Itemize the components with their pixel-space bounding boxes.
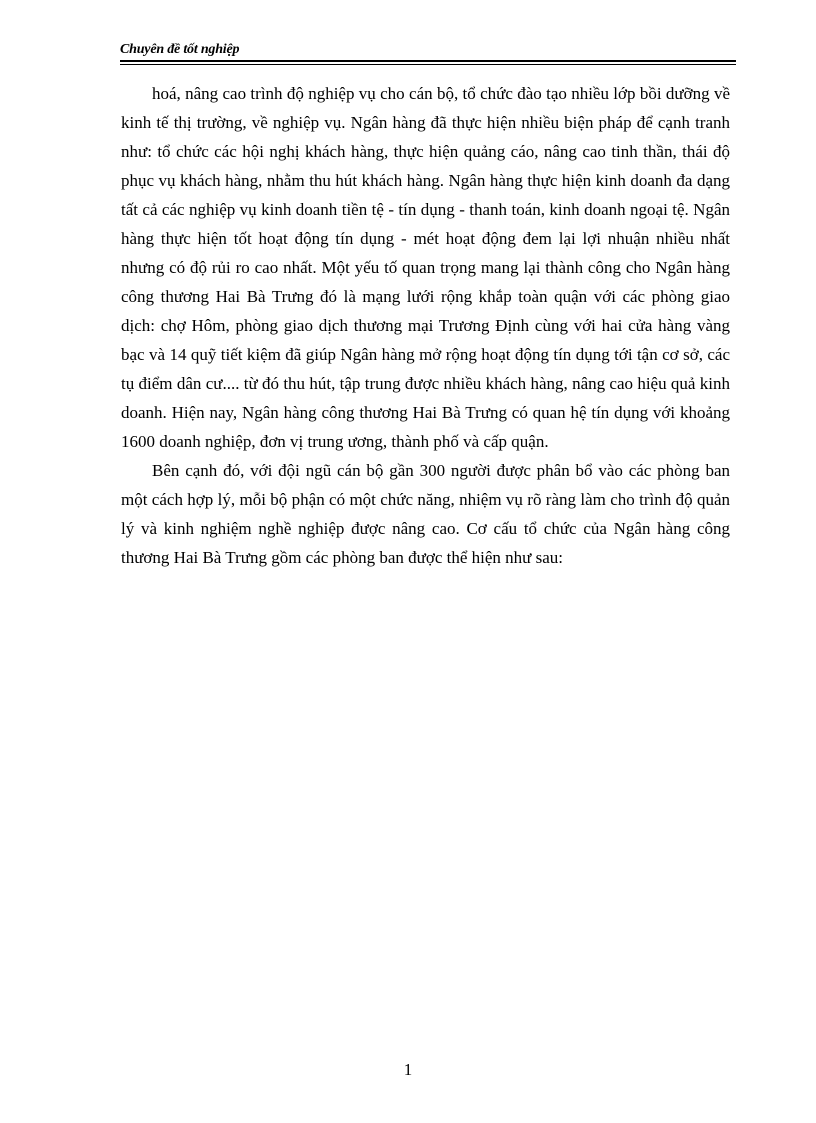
document-body (121, 79, 730, 572)
page-number: 1 (403, 1060, 413, 1079)
header-rule-thin (120, 64, 736, 65)
page-header (120, 40, 736, 64)
body-paragraph-1: hoá, nâng cao trình độ nghiệp vụ cho cán bộ, tổ chức đào tạo nhiều lớp bồi dưỡng về kinh tế thị trường, về nghiệp vụ. Ngân hàng đã thực hiện nhiều biện pháp để cạnh tranh như: tổ chức các hội nghị khách hàng, thực hiện quảng cáo, nâng cao tinh thần, thái độ phục vụ khách hàng, nhằm thu hút khách hàng. Ngân hàng thực hiện kinh doanh đa dạng tất cả các nghiệp vụ kinh doanh tiền tệ - tín dụng - thanh toán, kinh doanh ngoại tệ. Ngân hàng thực hiện tốt hoạt động tín dụng - mét hoạt động đem lại lợi nhuận nhiều nhất nhưng có độ rủi ro cao nhất. Một yếu tố quan trọng mang lại thành công cho Ngân hàng công thương Hai Bà Trưng đó là mạng lưới rộng khắp toàn quận với các phòng giao dịch: chợ Hôm, phòng giao dịch thương mại Trương Định cùng với hai cửa hàng vàng bạc và 14 quỹ tiết kiệm đã giúp Ngân hàng mở rộng hoạt động tín dụng tới tận cơ sở, các tụ điểm dân cư.... từ đó thu hút, tập trung được nhiều khách hàng, nâng cao hiệu quả kinh doanh. Hiện nay, Ngân hàng công thương Hai Bà Trưng có quan hệ tín dụng với khoảng 1600 doanh nghiệp, đơn vị trung ương, thành phố và cấp quận. (121, 84, 730, 451)
header-title: Chuyên đề tốt nghiệp (120, 42, 240, 57)
body-paragraph-2: Bên cạnh đó, với đội ngũ cán bộ gần 300 người được phân bổ vào các phòng ban một cách hợp lý, mỗi bộ phận có một chức năng, nhiệm vụ rõ ràng làm cho trình độ quản lý và kinh nghiệm nghề nghiệp được nâng cao. Cơ cấu tổ chức của Ngân hàng công thương Hai Bà Trưng gồm các phòng ban được thể hiện như sau: (121, 461, 730, 567)
header-rule-thick (120, 60, 736, 62)
